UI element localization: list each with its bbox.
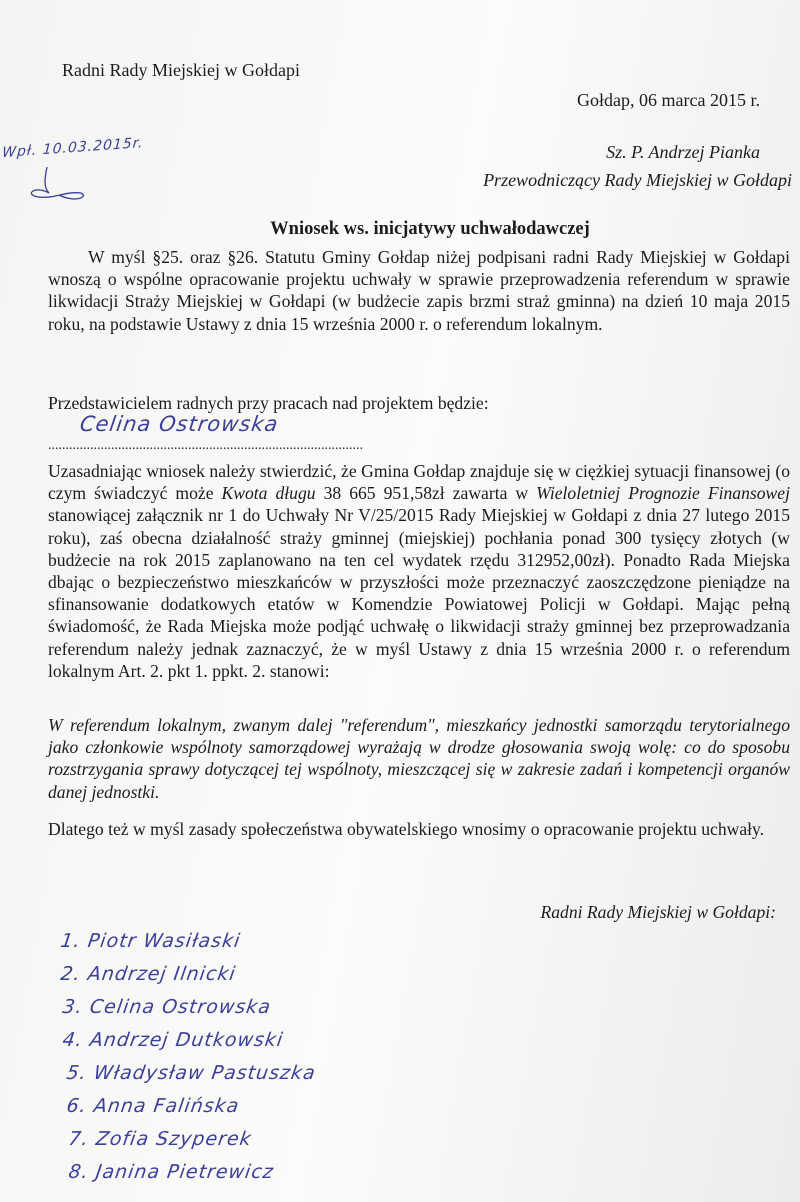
document-title: Wniosek ws. inicjatywy uchwałodawczej — [270, 219, 590, 239]
addressee-title: Przewodniczący Rady Miejskiej w Gołdapi — [483, 170, 792, 190]
signature-list — [59, 930, 318, 1194]
signature: 7. Zofia Szyperek — [67, 1128, 254, 1150]
signature: 2. Andrzej Ilnicki — [59, 963, 238, 985]
p2-text: stanowiącej załącznik nr 1 do Uchwały Nr V/25/2015 Rady Miejskiej w Gołdapi z dnia 27 lutego 2015 roku), zaś obecna działalność straży gminnej (miejskiej) pochłania ponad 300 tysięcy złotych (w budżecie na rok 2015 zaplanowano na ten cel wydatek rzędu 312952,00zł). Ponadto Rada Miejska dbając o bezpieczeństwo mieszkańców w przyszłości może przeznaczyć zaoszczędzone pieniądze na sfinansowanie dodatkowych etatów w Komendzie Powiatowej Policji w Gołdapi. Mając pełną świadomość, że Rada Miejska może podjąć uchwałę o likwidacji straży gminnej bez przeprowadzania referendum należy jednak zaznaczyć, że w myśl Ustawy z dnia 15 września 2000 r. o referendum lokalnym Art. 2. pkt 1. ppkt. 2. stanowi: — [48, 505, 790, 681]
representative-label: Przedstawicielem radnych przy pracach nad projektem będzie: — [48, 393, 489, 413]
p2-italic-wpf: Wieloletniej Prognozie Finansowej — [536, 483, 790, 504]
signature: 4. Andrzej Dutkowski — [61, 1029, 285, 1051]
signatures-label: Radni Rady Miejskiej w Gołdapi: — [540, 902, 776, 922]
sender: Radni Rady Miejskiej w Gołdapi — [62, 60, 300, 80]
representative-name: Celina Ostrowska — [78, 412, 281, 436]
signature: 5. Władysław Pastuszka — [65, 1062, 318, 1084]
received-note: Wpł. 10.03.2015r. — [1, 134, 145, 162]
addressee-name: Sz. P. Andrzej Pianka — [606, 142, 760, 162]
initials-signature — [15, 165, 90, 205]
p2-italic-debt: Kwota długu — [221, 483, 316, 504]
signature: 6. Anna Falińska — [65, 1095, 241, 1117]
signature: 1. Piotr Wasiłaski — [59, 930, 243, 952]
paragraph-3: Dlatego też w myśl zasady społeczeństwa obywatelskiego wnosimy o opracowanie projektu uchwały. — [48, 819, 765, 839]
signature: 8. Janina Pietrewicz — [67, 1161, 276, 1183]
signature: 3. Celina Ostrowska — [61, 996, 273, 1018]
date: Gołdap, 06 marca 2015 r. — [577, 90, 760, 110]
paragraph-1: W myśl §25. oraz §26. Statutu Gminy Gołdap niżej podpisani radni Rady Miejskiej w Gołdapi wnoszą o wspólne opracowanie projektu uchwały w sprawie przeprowadzenia referendum w sprawie likwidacji Straży Miejskiej w Gołdapi (w budżecie zapis brzmi straż gminna) na dzień 10 maja 2015 roku, na podstawie Ustawy z dnia 15 września 2000 r. o referendum lokalnym. — [48, 247, 790, 334]
quote: W referendum lokalnym, zwanym dalej "referendum", mieszkańcy jednostki samorządu terytorialnego jako członkowie wspólnoty samorządowej wyrażają w drodze głosowania swoją wolę: co do sposobu rozstrzygania sprawy dotyczącej tej wspólnoty, mieszczącej się w zakresie zadań i kompetencji organów danej jednostki. — [48, 715, 790, 802]
representative-dots: .......................................................................................... — [48, 438, 363, 453]
p2-text: 38 665 951,58zł zawarta w — [315, 483, 537, 504]
paragraph-2 — [48, 460, 790, 682]
p2-text: Uzasadniając wniosek należy stwierdzić, że Gmina Gołdap znajduje się w ciężkiej sytuacji finansowej (o czym świadczyć może — [48, 461, 790, 504]
